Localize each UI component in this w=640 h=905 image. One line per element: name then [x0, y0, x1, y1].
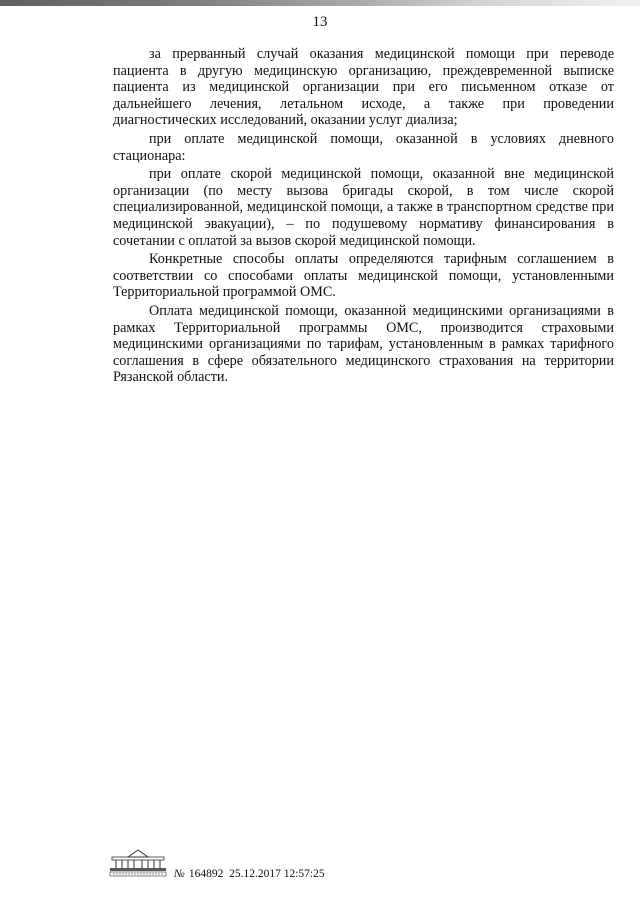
- paragraph-interrupted-case: за прерванный случай оказания медицинской помощи при переводе пациента в другую медицинскую организацию, преждевременной выписке пациента из медицинской организации при его письменном отказе от дальнейшего лечения, летальном исходе, а также при проведении диагностических исследований, оказании услуг диализа;: [113, 46, 614, 129]
- paragraph-emergency-care: при оплате скорой медицинской помощи, оказанной вне медицинской организации (по месту вызова бригады скорой, в том числе скорой специализированной, медицинской помощи, а также в транспортном средстве при медицинской эвакуации), – по подушевому нормативу финансирования в сочетании с оплатой за вызов скорой медицинской помощи.: [113, 166, 614, 249]
- paragraph-payment-methods: Конкретные способы оплаты определяются тарифным соглашением в соответствии со способами оплаты медицинской помощи, установленными Территориальной программой ОМС.: [113, 251, 614, 301]
- paragraph-payment-by-insurers: Оплата медицинской помощи, оказанной медицинскими организациями в рамках Территориальной программы ОМС, производится страховыми медицинскими организациями по тарифам, установленным в рамках тарифного соглашения в сфере обязательного медицинского страхования на территории Рязанской области.: [113, 302, 614, 386]
- page-number: 13: [312, 14, 328, 30]
- numero-sign: №: [174, 868, 185, 880]
- paragraph-day-hospital: при оплате медицинской помощи, оказанной в условиях дневного стационара:: [113, 130, 614, 164]
- document-footer: [108, 848, 608, 888]
- registration-datetime: 25.12.2017 12:57:25: [229, 868, 325, 880]
- scan-edge-artifact: [0, 0, 640, 6]
- registration-stamp: [174, 868, 325, 880]
- document-body: [113, 46, 614, 388]
- government-building-logo: [108, 848, 168, 878]
- registration-number: 164892: [188, 868, 224, 880]
